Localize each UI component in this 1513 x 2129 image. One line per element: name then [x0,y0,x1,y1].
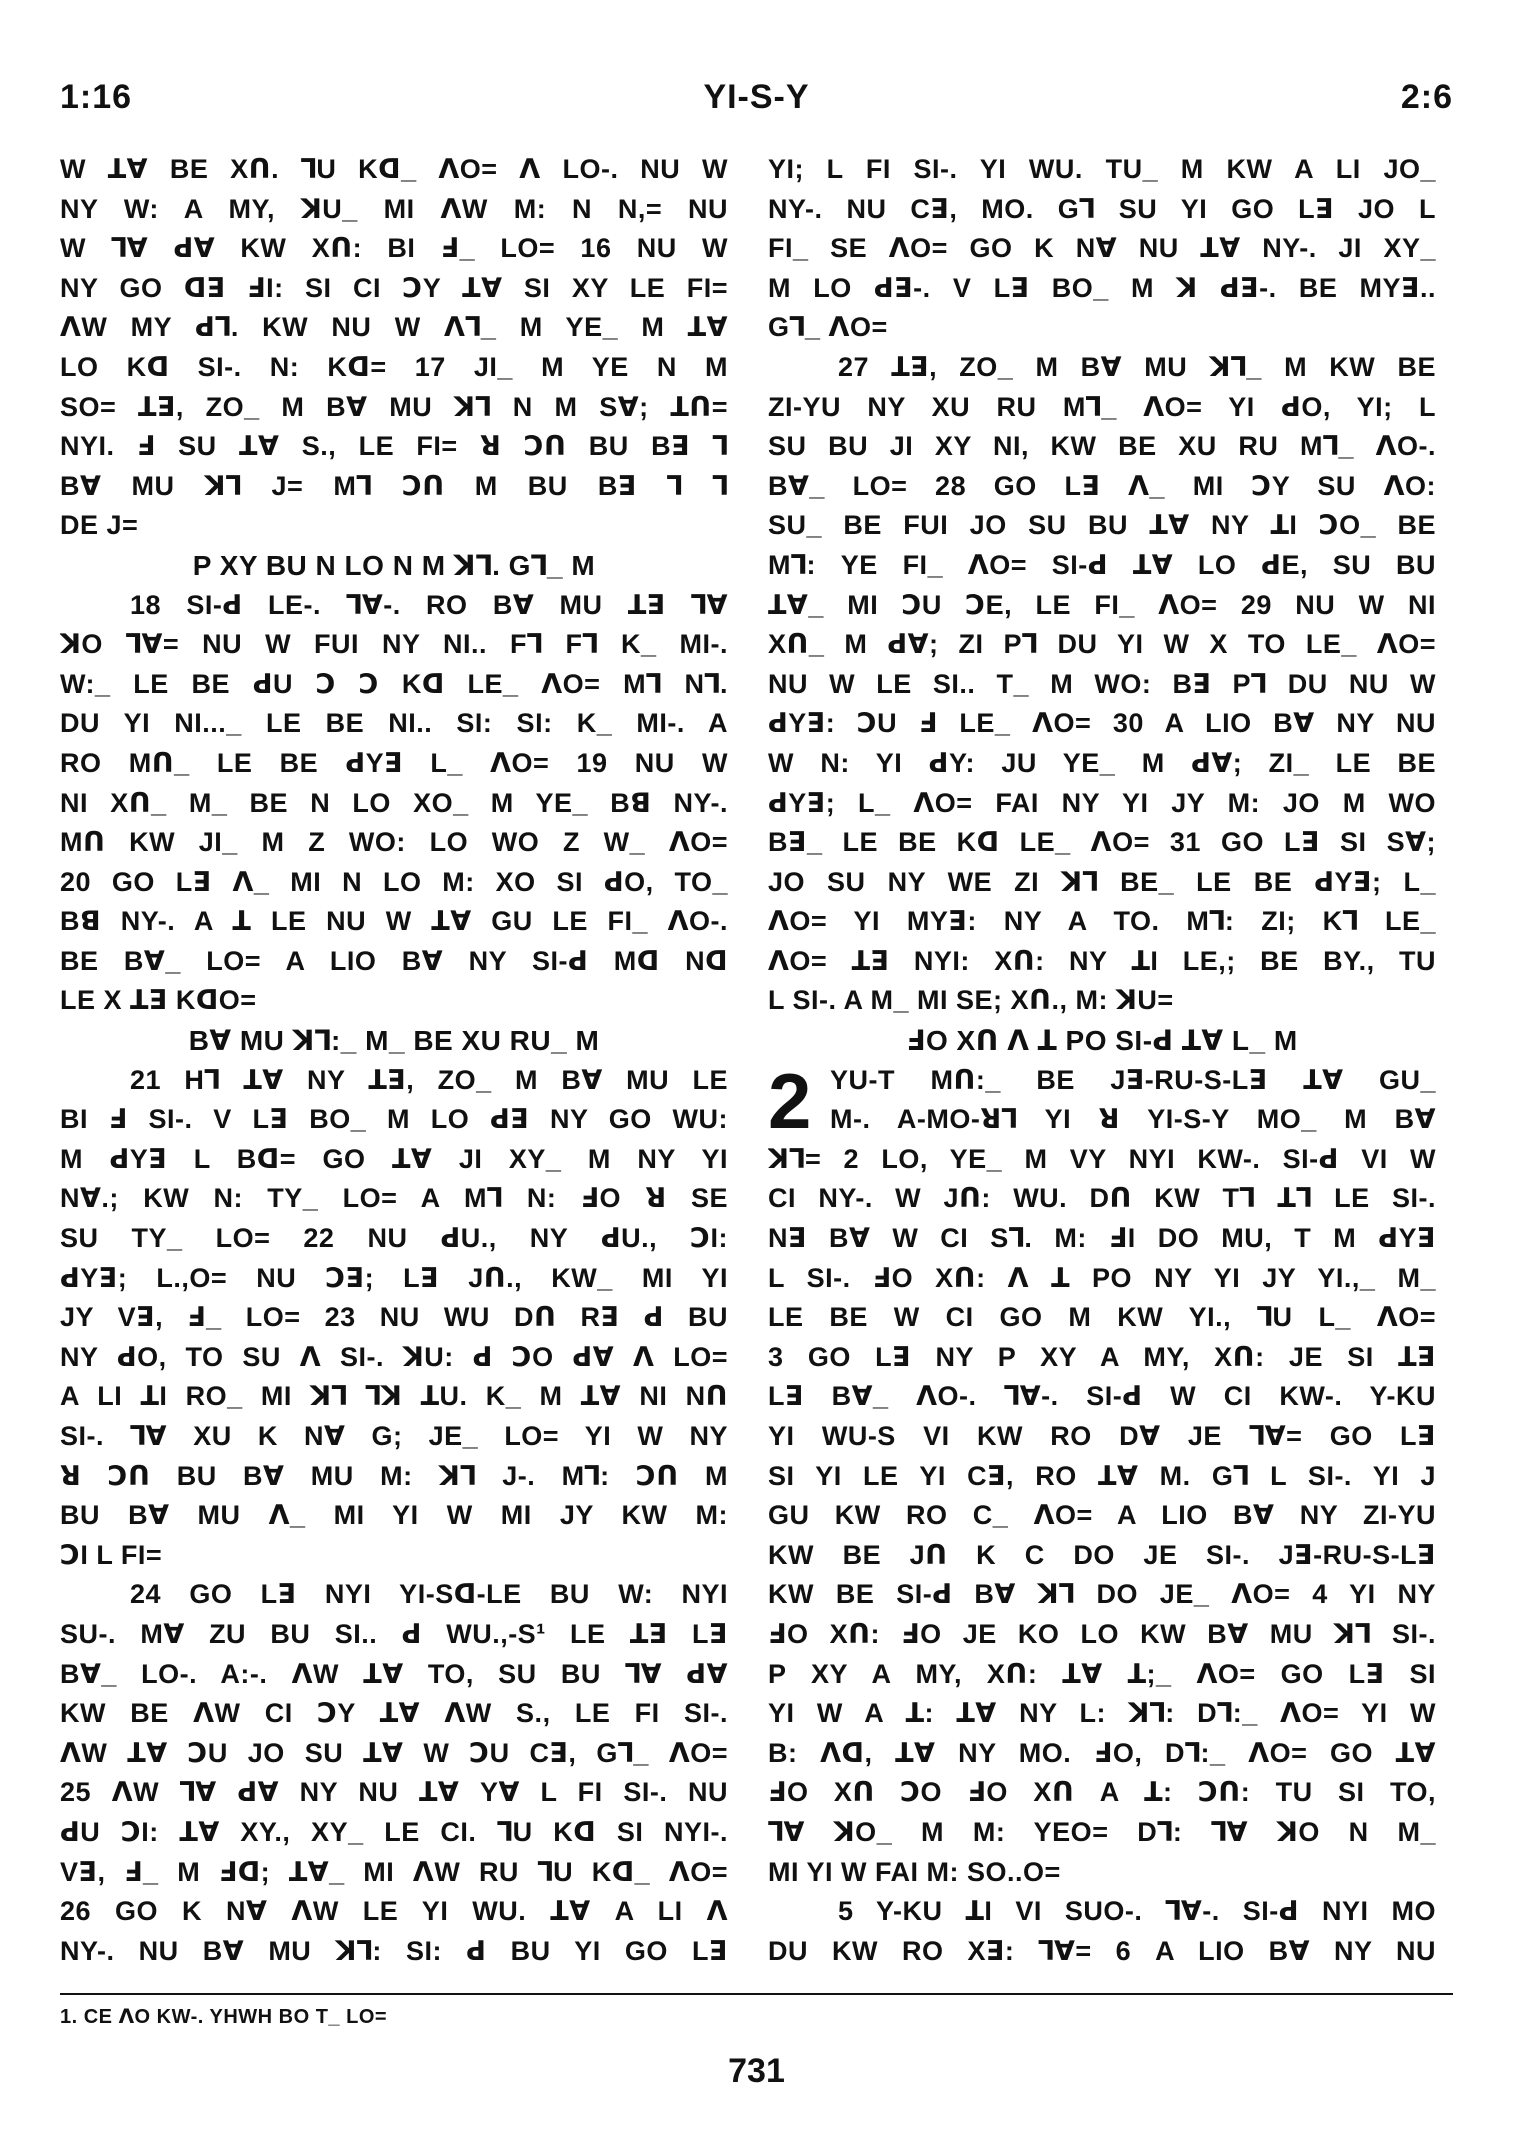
text-line: M-. A-MO-ꓤꓶ YI ꓤ YI-S-Y MO_ M B∀ [830,1104,1436,1135]
text-line: 3 GO Lꓱ NY P XY A MY, Xꓵ: JE SI ꓕꓱ [768,1341,1436,1372]
left-text-block-1 [60,150,728,546]
text-line: Bꓭ NY-. A ꓕ LE NU W ꓕ∀ GU LE FI_ ꓥO-. [60,906,728,937]
text-line: SU_ BE FUI JO SU BU ꓕ∀ NY ꓕI ꓛO_ BE [768,510,1436,541]
text-line: W ꓕ∀ BE Xꓵ. ꓶU Kꓷ_ ꓥO= ꓥ LO-. NU W [60,154,728,184]
chapter-number: 2 [768,1056,812,1145]
text-line: B∀_ LO= 28 GO Lꓱ ꓥ_ MI ꓛY SU ꓥO: [768,470,1436,501]
text-line: NYI. ꓞ SU ꓕ∀ S., LE FI= ꓤ ꓛꓵ BU Bꓱ ꓶ [60,431,728,462]
text-line: L SI-. ꓞO Xꓵ: ꓥ ꓕ PO NY YI JY YI.,_ M_ [768,1262,1436,1293]
text-line: YI; L FI SI-. YI WU. TU_ M KW A LI JO_ [768,154,1436,184]
text-line: KW BE SI-ꓒ B∀ ꓘꓶ DO JE_ ꓥO= 4 YI NY [768,1579,1436,1610]
text-line: KW BE ꓥW CI ꓛY ꓕ∀ ꓥW S., LE FI SI-. [60,1698,728,1729]
text-line: 21 Hꓶ ꓕ∀ NY ꓕꓱ, ZO_ M B∀ MU LE [130,1064,728,1095]
text-line: Nꓱ B∀ W CI Sꓶ. M: ꓞI DO MU, T M ꓒYꓱ [768,1223,1436,1254]
text-line: ꓥW MY ꓒꓶ. KW NU W ꓥꓶ_ M YE_ M ꓕ∀ [60,312,728,343]
right-text-block-1 [768,150,1436,348]
text-line: P XY A MY, Xꓵ: ꓕ∀ ꓕ;_ ꓥO= GO Lꓱ SI [768,1658,1436,1689]
text-line: NY W: A MY, ꓘU_ MI ꓥW M: N N,= NU [60,193,728,224]
left-text-block-3 [60,1061,728,1576]
text-line: M ꓒYꓱ L Bꓷ= GO ꓕ∀ JI XY_ M NY YI [60,1143,728,1174]
right-column [768,150,1436,1971]
text-line: 24 GO Lꓱ NYI YI-Sꓷ-LE BU W: NYI [130,1579,728,1610]
page-header [60,78,1453,128]
text-line: B∀ MU ꓘꓶ J= Mꓶ ꓛꓵ M BU Bꓱ ꓶ ꓶ [60,470,728,501]
text-line: SU-. M∀ ZU BU SI.. ꓒ WU.,-S¹ LE ꓕꓱ Lꓱ [60,1618,728,1649]
text-line: ꓛI L FI= [60,1539,163,1570]
text-line: YU-T Mꓵ:_ BE Jꓱ-RU-S-Lꓱ ꓕ∀ GU_ [830,1064,1436,1095]
text-line: SI YI LE YI Cꓱ, RO ꓕ∀ M. Gꓶ L SI-. YI J [768,1460,1436,1491]
text-line: BI ꓞ SI-. V Lꓱ BO_ M LO ꓒꓱ NY GO WU: [60,1104,728,1135]
text-line: Mꓵ KW JI_ M Z WO: LO WO Z W_ ꓥO= [60,827,728,858]
text-line: 5 Y-KU ꓕI VI SUO-. ꓶ∀-. SI-ꓒ NYI MO [838,1896,1436,1927]
text-line: NY GO ꓷꓱ ꓞI: SI CI ꓛY ꓕ∀ SI XY LE FI= [60,272,728,303]
text-line: B: ꓥꓷ, ꓕ∀ NY MO. ꓞO, Dꓶ:_ ꓥO= GO ꓕ∀ [768,1737,1436,1768]
header-book-title: YI-S-Y [703,78,810,116]
text-line: Mꓶ: YE FI_ ꓥO= SI-ꓒ ꓕ∀ LO ꓒE, SU BU [768,549,1436,580]
left-text-block-2 [60,586,728,1022]
text-line: GU KW RO C_ ꓥO= A LIO B∀ NY ZI-YU [768,1500,1436,1531]
section-heading: P XY BU N LO N M ꓘꓶ. Gꓶ_ M [192,549,596,581]
text-line: ꓕ∀_ MI ꓛU ꓛE, LE FI_ ꓥO= 29 NU W NI [768,589,1436,620]
text-line: B∀_ LO-. A:-. ꓥW ꓕ∀ TO, SU BU ꓶ∀ ꓒ∀ [60,1658,728,1689]
text-line: ꓞO Xꓵ: ꓞO JE KO LO KW B∀ MU ꓘꓶ SI-. [768,1618,1436,1649]
text-line: 25 ꓥW ꓶ∀ ꓒ∀ NY NU ꓕ∀ Y∀ L FI SI-. NU [60,1777,728,1808]
text-line: ZI-YU NY XU RU Mꓶ_ ꓥO= YI ꓒO, YI; L [768,391,1436,422]
text-line: ꓶ∀ ꓘO_ M M: YEO= Dꓶ: ꓶ∀ ꓘO N M_ [768,1816,1436,1847]
text-line: FI_ SE ꓥO= GO K N∀ NU ꓕ∀ NY-. JI XY_ [768,233,1436,264]
text-line: RO Mꓵ_ LE BE ꓒYꓱ L_ ꓥO= 19 NU W [60,747,728,778]
text-line: ꓒYꓱ; L_ ꓥO= FAI NY YI JY M: JO M WO [768,787,1436,818]
text-line: DU KW RO Xꓱ: ꓶ∀= 6 A LIO B∀ NY NU [768,1935,1436,1966]
text-line: A LI ꓕI RO_ MI ꓘꓶ ꓶꓘ ꓕU. K_ M ꓕ∀ NI Nꓵ [60,1381,728,1412]
text-line: Vꓱ, ꓞ_ M ꓞꓷ; ꓕ∀_ MI ꓥW RU ꓶU Kꓷ_ ꓥO= [60,1856,728,1887]
text-line: W:_ LE BE ꓒU ꓛ ꓛ Kꓷ LE_ ꓥO= Mꓶ Nꓶ. [60,668,728,699]
right-text-block-2 [768,348,1436,1021]
header-chapter-verse-start: 1:16 [60,78,133,116]
text-line: ꓥW ꓕ∀ ꓛU JO SU ꓕ∀ W ꓛU Cꓱ, Gꓶ_ ꓥO= [60,1737,728,1768]
section-heading: B∀ MU ꓘꓶ:_ M_ BE XU RU_ M [188,1025,600,1057]
text-line: 20 GO Lꓱ ꓥ_ MI N LO M: XO SI ꓒO, TO_ [60,866,728,897]
text-line: ꓞO Xꓵ ꓛO ꓞO Xꓵ A ꓕ: ꓛꓵ: TU SI TO, [768,1777,1436,1808]
text-line: NU W LE SI.. T_ M WO: Bꓱ Pꓶ DU NU W [768,668,1436,699]
text-line: 27 ꓕꓱ, ZO_ M B∀ MU ꓘꓶ_ M KW BE [838,351,1436,382]
text-line: KW BE Jꓵ K C DO JE SI-. Jꓱ-RU-S-Lꓱ [768,1539,1436,1570]
text-line: W N: YI ꓒY: JU YE_ M ꓒ∀; ZI_ LE BE [768,747,1436,778]
text-line: Lꓱ B∀_ ꓥO-. ꓶ∀-. SI-ꓒ W CI KW-. Y-KU [768,1381,1436,1412]
footnote: 1. CE ꓥO KW-. YHWH BO T_ LO= [60,2006,388,2028]
text-line: ꓥO= ꓕꓱ NYI: Xꓵ: NY ꓕI LE,; BE BY., TU [768,945,1436,976]
text-line: DE J= [60,510,139,541]
text-line: Xꓵ_ M ꓒ∀; ZI Pꓶ DU YI W X TO LE_ ꓥO= [768,629,1436,660]
footnote-divider [60,1993,1453,1995]
text-line: BE B∀_ LO= A LIO B∀ NY SI-ꓒ Mꓷ Nꓷ [60,945,728,976]
text-line: JO SU NY WE ZI ꓘꓶ BE_ LE BE ꓒYꓱ; L_ [768,866,1436,897]
text-line: 18 SI-ꓒ LE-. ꓶ∀-. RO B∀ MU ꓕꓱ ꓶ∀ [130,589,728,620]
text-line: N∀.; KW N: TY_ LO= A Mꓶ N: ꓞO ꓤ SE [60,1183,728,1214]
text-line: JY Vꓱ, ꓞ_ LO= 23 NU WU Dꓵ Rꓱ ꓒ BU [60,1302,728,1333]
left-column [60,150,728,1971]
left-text-block-4 [60,1575,728,1971]
text-line: NY-. NU B∀ MU ꓘꓶ: SI: ꓒ BU YI GO Lꓱ [60,1935,728,1966]
text-line: YI W A ꓕ: ꓕ∀ NY L: ꓘꓶ: Dꓶ:_ ꓥO= YI W [768,1698,1436,1729]
right-text-block-3 [768,1056,1436,1892]
text-line: W ꓶ∀ ꓒ∀ KW Xꓵ: BI ꓞ_ LO= 16 NU W [60,233,728,264]
text-line: MI YI W FAI M: SO..O= [768,1856,1061,1887]
text-line: LE X ꓕꓱ KꓷO= [60,985,257,1016]
text-line: ꓒYꓱ: ꓛU ꓞ LE_ ꓥO= 30 A LIO B∀ NY NU [768,708,1436,739]
text-line: ꓘꓶ= 2 LO, YE_ M VY NYI KW-. SI-ꓒ VI W [768,1143,1436,1174]
text-line: DU YI NI..._ LE BE NI.. SI: SI: K_ MI-. A [60,708,728,739]
section-heading: ꓞO Xꓵ ꓥ ꓕ PO SI-ꓒ ꓕ∀ L_ M [906,1025,1298,1057]
text-line: BU B∀ MU ꓥ_ MI YI W MI JY KW M: [60,1500,728,1531]
text-line: NI Xꓵ_ M_ BE N LO XO_ M YE_ Bꓭ NY-. [60,787,728,818]
text-line: SU BU JI XY NI, KW BE XU RU Mꓶ_ ꓥO-. [768,431,1436,462]
page-number: 731 [728,2052,785,2090]
text-line: ꓘO ꓶ∀= NU W FUI NY NI.. Fꓶ Fꓶ K_ MI-. [60,629,728,660]
text-line: NY ꓒO, TO SU ꓥ SI-. ꓘU: ꓒ ꓛO ꓒ∀ ꓥ LO= [60,1341,728,1372]
text-line: LO Kꓷ SI-. N: Kꓷ= 17 JI_ M YE N M [60,351,728,382]
text-line: CI NY-. W Jꓵ: WU. Dꓵ KW Tꓶ ꓕꓶ LE SI-. [768,1183,1436,1214]
text-line: Bꓱ_ LE BE Kꓷ LE_ ꓥO= 31 GO Lꓱ SI S∀; [768,827,1436,858]
text-line: SI-. ꓶ∀ XU K N∀ G; JE_ LO= YI W NY [60,1421,728,1451]
text-line: Gꓶ_ ꓥO= [768,312,888,343]
text-line: ꓒYꓱ; L.,O= NU ꓛꓱ; Lꓱ Jꓵ., KW_ MI YI [60,1262,728,1293]
text-line: L SI-. A M_ MI SE; Xꓵ., M: ꓘU= [768,985,1174,1016]
text-line: ꓥO= YI MYꓱ: NY A TO. Mꓶ: ZI; Kꓶ LE_ [768,906,1436,937]
text-line: SU TY_ LO= 22 NU ꓒU., NY ꓒU., ꓛI: [60,1223,728,1254]
text-line: LE BE W CI GO M KW YI., ꓶU L_ ꓥO= [768,1302,1436,1333]
text-line: ꓤ ꓛꓵ BU B∀ MU M: ꓘꓶ J-. Mꓶ: ꓛꓵ M [60,1460,728,1491]
header-chapter-verse-end: 2:6 [1400,78,1453,116]
right-text-block-4 [768,1892,1436,1971]
text-line: NY-. NU Cꓱ, MO. Gꓶ SU YI GO Lꓱ JO L [768,193,1436,224]
text-line: 26 GO K N∀ ꓥW LE YI WU. ꓕ∀ A LI ꓥ [60,1896,728,1927]
text-line: M LO ꓒꓱ-. V Lꓱ BO_ M ꓘ ꓒꓱ-. BE MYꓱ.. [768,272,1436,303]
text-line: YI WU-S VI KW RO D∀ JE ꓶ∀= GO Lꓱ [768,1421,1436,1451]
text-line: SO= ꓕꓱ, ZO_ M B∀ MU ꓘꓶ N M S∀; ꓕꓵ= [60,391,728,422]
text-line: ꓒU ꓛI: ꓕ∀ XY., XY_ LE CI. ꓶU Kꓷ SI NYI-. [60,1816,728,1847]
